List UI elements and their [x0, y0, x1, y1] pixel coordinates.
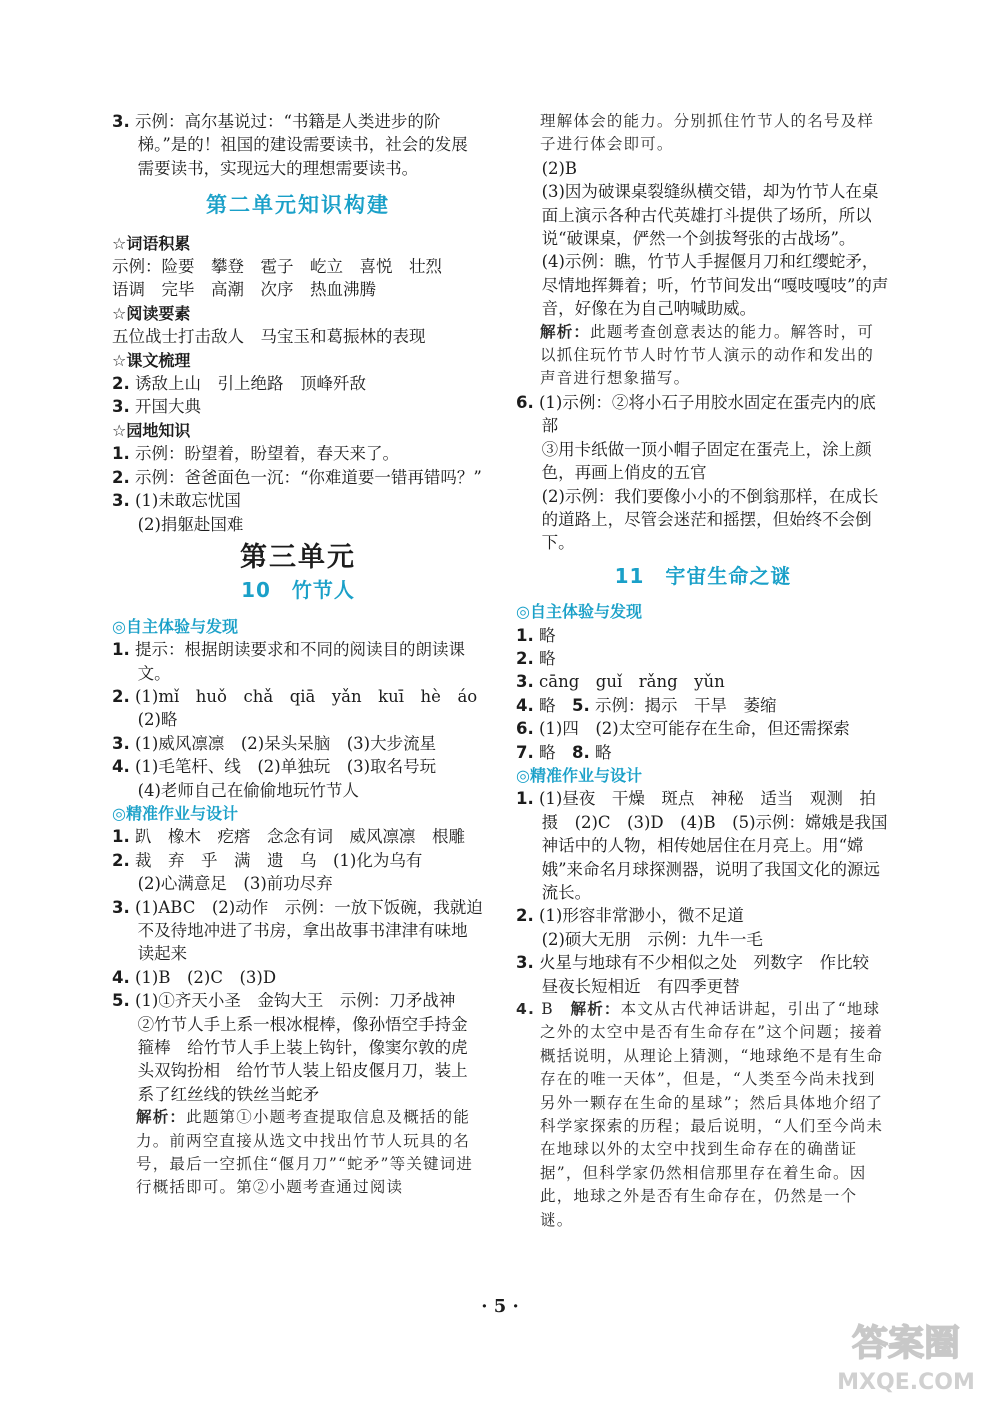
- yuandi-item-3b: (2)捐躯赴国难: [137, 514, 244, 534]
- jingzhun10-item-5b: ②竹节人手上系一根冰棍棒，像孙悟空手持金箍棒 给竹节人手上装上钩针，像窦尔敦的虎头双钩扮相 给竹节人装上铅皮偃月刀，装上系了红丝线的铁丝当蛇矛: [137, 1014, 468, 1104]
- jingzhun10-item-5: 5. (1)①齐天小圣 金钩大王 示例：刀矛战神: [112, 991, 456, 1011]
- zizhu11-item-1: 1. 略: [516, 625, 556, 645]
- heading-zizhu-10: ◎自主体验与发现: [112, 616, 238, 636]
- right-column: [516, 110, 890, 1232]
- jingzhun10-item-3: 3. (1)ABC (2)动作 示例：一放下饭碗，我就迫不及待地冲进了书房，拿出故事书津津有味地读起来: [112, 897, 483, 964]
- yuandi-item-1: 1. 示例：盼望着，盼望着，春天来了。: [112, 444, 399, 464]
- zizhu11-item-2: 2. 略: [516, 648, 556, 668]
- jingzhun10-item-2b: (2)心满意足 (3)前功尽弃: [137, 874, 333, 894]
- jingzhun11-item-3: 3. 火星与地球有不少相似之处 列数字 作比较 昼夜长短相近 有四季更替: [516, 953, 886, 996]
- zizhu10-item-4b: (4)老师自己在偷偷地玩竹节人: [137, 780, 359, 800]
- left-q3: 3. 示例：高尔基说过：“书籍是人类进步的阶梯。”是的！祖国的建设需要读书，社会的发展需要读书，实现远大的理想需要读书。: [112, 112, 468, 178]
- zizhu10-item-1: 1. 提示：根据朗读要求和不同的阅读目的朗读课文。: [112, 640, 465, 683]
- ciyu-line2: 语调 完毕 高潮 次序 热血沸腾: [112, 280, 376, 300]
- zizhu11-item-7: 7. 略 8. 略: [516, 742, 612, 762]
- unit-title-3: 第三单元: [240, 541, 356, 573]
- jingzhun10-item-1: 1. 趴 橡木 疙瘩 念念有词 威风凛凛 根雕: [112, 827, 465, 847]
- right-continuation: 理解体会的能力。分别抓住竹节人的名号及样子进行体会即可。: [540, 112, 875, 154]
- lesson-title-10: 10 竹节人: [241, 578, 355, 603]
- right-p4: (4)示例：瞧，竹节人手握偃月刀和红缨蛇矛，尽情地挥舞着；听，竹节间发出“嘎吱嘎吱”的声音，好像在为自己呐喊助威。: [541, 252, 889, 319]
- right-q6c: (2)示例：我们要像小小的不倒翁那样，在成长的道路上，尽管会迷茫和摇摆，但始终不会倒下。: [541, 486, 879, 553]
- heading-zizhu-11: ◎自主体验与发现: [516, 602, 642, 622]
- watermark-logo: [826, 1303, 986, 1403]
- right-p3: (3)因为破课桌裂缝纵横交错，却为竹节人在桌面上演示各种古代英雄打斗提供了场所，所以说“破课桌，俨然一个剑拔弩张的古战场”。: [541, 182, 879, 249]
- lesson-title-11: 11 宇宙生命之谜: [614, 563, 792, 588]
- jingzhun11-item-4: 4. B 解析：本文从古代神话讲起，引出了“地球之外的太空中是否有生命存在”这个问题；接着概括说明，从理论上猜测，“地球绝不是有生命存在的唯一天体”，但是，“人类至今尚未找到另外一颗存在生命的星球”；然后具体地介绍了科学家探索的历程；最后说明，“人们至今尚未在地球以外的太空中找到生命存在的确凿证据”，但科学家仍然相信那里存在着生命。因此，地球之外是否有生命存在，仍然是一个谜。: [516, 1000, 884, 1229]
- right-analysis: 解析：此题考查创意表达的能力。解答时，可以抓住玩竹节人时竹节人演示的动作和发出的声音进行想象描写。: [540, 322, 875, 388]
- kewen-item-2: 2. 诱敌上山 引上绝路 顶峰歼敌: [112, 374, 366, 394]
- zizhu10-item-4: 4. (1)毛笔杆、线 (2)单独玩 (3)取名号玩: [112, 757, 437, 777]
- right-q6: 6. (1)示例：②将小石子用胶水固定在蛋壳内的底部: [516, 392, 876, 436]
- left-column: [112, 110, 484, 1200]
- jingzhun11-item-1: 1. (1)昼夜 干燥 斑点 神秘 适当 观测 拍摄 (2)C (3)D (4)B (5)示例：嫦娥是我国神话中的人物，相传她居住在月亮上。用“嫦娥”来命名月球探测器，说明了我国文化的源远流长。: [516, 789, 888, 902]
- heading-yuedu: ☆阅读要素: [112, 303, 191, 323]
- zizhu11-item-6: 6. (1)四 (2)太空可能存在生命，但还需探索: [516, 719, 850, 739]
- kewen-item-3: 3. 开国大典: [112, 397, 201, 417]
- watermark-text-2: MXQE.COM: [837, 1370, 975, 1395]
- watermark-text-1: 答案圈: [851, 1323, 961, 1364]
- right-q6b: ③用卡纸做一顶小帽子固定在蛋壳上，涂上颜色，再画上俏皮的五官: [541, 439, 872, 483]
- heading-kewen: ☆课文梳理: [112, 350, 191, 370]
- zizhu10-item-2b: (2)略: [137, 710, 178, 730]
- yuedu-text: 五位战士打击敌人 马宝玉和葛振林的表现: [112, 327, 426, 347]
- jingzhun10-analysis: 解析：此题第①小题考查提取信息及概括的能力。前两空直接从选文中找出竹节人玩具的名号，最后一空抓住“偃月刀”“蛇矛”等关键词进行概括即可。第②小题考查通过阅读: [136, 1108, 474, 1197]
- zizhu10-item-2: 2. (1)mǐ huǒ chǎ qiā yǎn kuī hè áo: [112, 686, 478, 706]
- heading-ciyu: ☆词语积累: [112, 233, 191, 253]
- jingzhun10-item-2: 2. 裁 弃 乎 满 遗 乌 (1)化为乌有: [112, 850, 423, 870]
- yuandi-item-2: 2. 示例：爸爸面色一沉：“你难道要一错再错吗？”: [112, 467, 482, 487]
- heading-jingzhun-11: ◎精准作业与设计: [516, 765, 642, 785]
- zizhu11-item-3: 3. cāng guǐ rǎng yǔn: [516, 672, 725, 692]
- zizhu11-item-4: 4. 略 5. 示例：揭示 干旱 萎缩: [516, 695, 777, 715]
- jingzhun11-item-2: 2. (1)形容非常渺小，微不足道: [516, 906, 744, 926]
- page-number: · 5 ·: [481, 1296, 519, 1317]
- heading-yuandi: ☆园地知识: [112, 420, 191, 440]
- yuandi-item-3: 3. (1)未敢忘忧国: [112, 491, 241, 511]
- section-title-unit2: 第二单元知识构建: [206, 193, 390, 218]
- zizhu10-item-3: 3. (1)威风凛凛 (2)呆头呆脑 (3)大步流星: [112, 733, 437, 753]
- jingzhun11-item-2b: (2)硕大无朋 示例：九牛一毛: [541, 929, 763, 949]
- right-p2: (2)B: [541, 158, 578, 178]
- heading-jingzhun-10: ◎精准作业与设计: [112, 803, 238, 823]
- ciyu-line1: 示例：险要 攀登 雹子 屹立 喜悦 壮烈: [112, 257, 442, 277]
- jingzhun10-item-4: 4. (1)B (2)C (3)D: [112, 967, 277, 987]
